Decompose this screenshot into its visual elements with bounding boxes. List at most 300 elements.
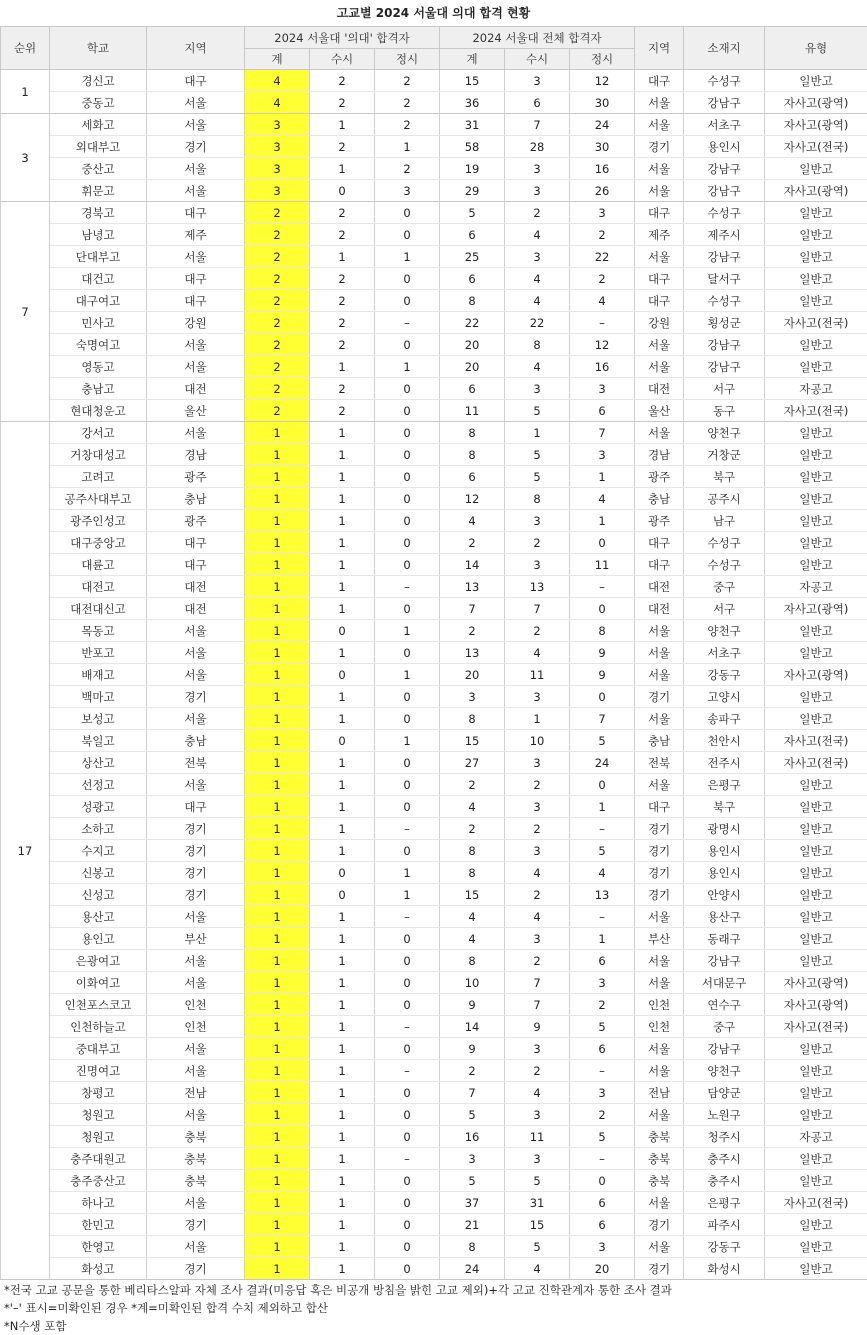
cell-region: 서울 (147, 246, 245, 268)
cell-region: 대전 (147, 598, 245, 620)
table-row (1, 224, 867, 246)
cell-med-early: 1 (310, 1126, 375, 1148)
table-row (1, 312, 867, 334)
cell-med-early: 1 (310, 1038, 375, 1060)
cell-med-total: 3 (245, 158, 310, 180)
cell-type: 자사고(전국) (765, 1192, 867, 1214)
cell-all-early: 7 (505, 114, 570, 136)
cell-location: 전주시 (684, 752, 765, 774)
cell-med-regular: 0 (375, 532, 440, 554)
table-row (1, 1082, 867, 1104)
cell-med-total: 1 (245, 884, 310, 906)
cell-med-early: 1 (310, 642, 375, 664)
cell-school: 소하고 (50, 818, 147, 840)
cell-med-regular: 0 (375, 1236, 440, 1258)
cell-type: 일반고 (765, 554, 867, 576)
cell-all-early: 2 (505, 774, 570, 796)
cell-med-early: 1 (310, 928, 375, 950)
cell-region2: 대전 (635, 378, 684, 400)
cell-school: 청원고 (50, 1104, 147, 1126)
cell-all-total: 7 (440, 1082, 505, 1104)
cell-med-total: 3 (245, 180, 310, 202)
cell-all-total: 3 (440, 686, 505, 708)
cell-type: 일반고 (765, 202, 867, 224)
table-row (1, 180, 867, 202)
cell-school: 창평고 (50, 1082, 147, 1104)
cell-med-total: 2 (245, 378, 310, 400)
cell-type: 일반고 (765, 246, 867, 268)
cell-all-early: 2 (505, 818, 570, 840)
cell-location: 고양시 (684, 686, 765, 708)
cell-med-early: 1 (310, 796, 375, 818)
cell-med-total: 2 (245, 356, 310, 378)
cell-type: 일반고 (765, 1104, 867, 1126)
cell-med-early: 2 (310, 70, 375, 92)
cell-all-early: 3 (505, 1038, 570, 1060)
cell-med-regular: 1 (375, 884, 440, 906)
cell-location: 북구 (684, 796, 765, 818)
cell-region: 서울 (147, 334, 245, 356)
cell-school: 신성고 (50, 884, 147, 906)
cell-all-regular: 24 (570, 752, 635, 774)
cell-all-regular: 16 (570, 356, 635, 378)
cell-type: 일반고 (765, 774, 867, 796)
cell-med-early: 1 (310, 818, 375, 840)
cell-all-early: 7 (505, 994, 570, 1016)
cell-school: 세화고 (50, 114, 147, 136)
cell-all-early: 3 (505, 246, 570, 268)
table-row (1, 708, 867, 730)
cell-med-early: 0 (310, 884, 375, 906)
cell-med-total: 1 (245, 1236, 310, 1258)
cell-type: 자사고(광역) (765, 972, 867, 994)
cell-med-total: 1 (245, 950, 310, 972)
cell-all-total: 14 (440, 554, 505, 576)
cell-all-early: 3 (505, 180, 570, 202)
cell-region: 대전 (147, 576, 245, 598)
cell-med-regular: 0 (375, 686, 440, 708)
cell-school: 영동고 (50, 356, 147, 378)
cell-all-total: 36 (440, 92, 505, 114)
cell-region2: 전남 (635, 1082, 684, 1104)
table-row (1, 994, 867, 1016)
cell-all-early: 8 (505, 334, 570, 356)
cell-region2: 서울 (635, 180, 684, 202)
cell-location: 용인시 (684, 862, 765, 884)
table-row (1, 1038, 867, 1060)
cell-location: 수성구 (684, 532, 765, 554)
cell-region: 서울 (147, 906, 245, 928)
cell-all-total: 15 (440, 730, 505, 752)
cell-type: 자사고(광역) (765, 92, 867, 114)
table-row (1, 466, 867, 488)
cell-location: 강남구 (684, 334, 765, 356)
cell-med-regular: 2 (375, 158, 440, 180)
cell-all-regular: 5 (570, 730, 635, 752)
cell-school: 외대부고 (50, 136, 147, 158)
cell-all-regular: 2 (570, 224, 635, 246)
cell-med-total: 1 (245, 598, 310, 620)
cell-location: 횡성군 (684, 312, 765, 334)
cell-school: 남녕고 (50, 224, 147, 246)
cell-med-regular: 1 (375, 356, 440, 378)
cell-type: 자사고(광역) (765, 180, 867, 202)
cell-all-total: 58 (440, 136, 505, 158)
table-row (1, 576, 867, 598)
cell-location: 남구 (684, 510, 765, 532)
cell-all-total: 8 (440, 708, 505, 730)
cell-region2: 서울 (635, 774, 684, 796)
cell-location: 은평구 (684, 774, 765, 796)
cell-med-regular: 0 (375, 796, 440, 818)
cell-region2: 경기 (635, 884, 684, 906)
cell-med-regular: 0 (375, 994, 440, 1016)
cell-location: 강남구 (684, 92, 765, 114)
header-region2: 지역 (635, 27, 684, 70)
cell-type: 자사고(전국) (765, 400, 867, 422)
cell-all-regular: 5 (570, 1126, 635, 1148)
table-row (1, 862, 867, 884)
cell-all-early: 3 (505, 378, 570, 400)
table-body (1, 70, 867, 1280)
cell-type: 일반고 (765, 224, 867, 246)
cell-location: 안양시 (684, 884, 765, 906)
cell-location: 용산구 (684, 906, 765, 928)
cell-med-early: 0 (310, 862, 375, 884)
cell-all-early: 3 (505, 158, 570, 180)
cell-all-total: 2 (440, 818, 505, 840)
cell-type: 일반고 (765, 642, 867, 664)
cell-med-early: 2 (310, 334, 375, 356)
cell-region: 강원 (147, 312, 245, 334)
table-row (1, 796, 867, 818)
header-med-early: 수시 (310, 49, 375, 70)
cell-med-total: 1 (245, 686, 310, 708)
cell-all-early: 3 (505, 70, 570, 92)
cell-all-regular: 24 (570, 114, 635, 136)
cell-type: 일반고 (765, 620, 867, 642)
cell-type: 자사고(전국) (765, 730, 867, 752)
cell-rank: 3 (1, 114, 50, 202)
cell-med-early: 2 (310, 202, 375, 224)
header-school: 학교 (50, 27, 147, 70)
cell-type: 일반고 (765, 950, 867, 972)
cell-region2: 대전 (635, 598, 684, 620)
cell-location: 화성시 (684, 1258, 765, 1280)
cell-type: 자공고 (765, 1126, 867, 1148)
cell-all-total: 21 (440, 1214, 505, 1236)
table-row (1, 488, 867, 510)
cell-med-early: 0 (310, 664, 375, 686)
cell-school: 충남고 (50, 378, 147, 400)
table-row (1, 554, 867, 576)
cell-med-total: 2 (245, 334, 310, 356)
cell-type: 일반고 (765, 334, 867, 356)
cell-med-total: 2 (245, 290, 310, 312)
cell-region2: 서울 (635, 906, 684, 928)
cell-all-regular: 20 (570, 1258, 635, 1280)
cell-all-early: 4 (505, 1258, 570, 1280)
cell-all-regular: 7 (570, 422, 635, 444)
cell-med-total: 4 (245, 92, 310, 114)
cell-all-early: 3 (505, 796, 570, 818)
cell-med-early: 0 (310, 730, 375, 752)
cell-all-total: 2 (440, 1060, 505, 1082)
cell-all-total: 14 (440, 1016, 505, 1038)
cell-type: 자사고(광역) (765, 598, 867, 620)
cell-all-regular: 1 (570, 796, 635, 818)
cell-type: 일반고 (765, 686, 867, 708)
cell-location: 강남구 (684, 1038, 765, 1060)
cell-all-early: 2 (505, 620, 570, 642)
cell-all-early: 2 (505, 532, 570, 554)
cell-region: 대구 (147, 268, 245, 290)
footnote: *'–' 표시=미확인된 경우 *계=미확인된 합격 수치 제외하고 합산 (4, 1299, 672, 1317)
cell-all-early: 3 (505, 752, 570, 774)
cell-med-early: 2 (310, 378, 375, 400)
cell-all-total: 20 (440, 664, 505, 686)
cell-type: 일반고 (765, 818, 867, 840)
cell-region: 서울 (147, 158, 245, 180)
table-row (1, 1148, 867, 1170)
cell-region2: 울산 (635, 400, 684, 422)
header-region: 지역 (147, 27, 245, 70)
cell-all-early: 6 (505, 92, 570, 114)
cell-med-regular: 0 (375, 752, 440, 774)
cell-all-total: 4 (440, 510, 505, 532)
cell-region: 서울 (147, 356, 245, 378)
cell-region2: 경기 (635, 136, 684, 158)
cell-all-total: 5 (440, 202, 505, 224)
cell-all-regular: 26 (570, 180, 635, 202)
cell-all-total: 7 (440, 598, 505, 620)
cell-region2: 대구 (635, 796, 684, 818)
cell-med-regular: 0 (375, 1214, 440, 1236)
cell-school: 목동고 (50, 620, 147, 642)
cell-all-early: 4 (505, 1082, 570, 1104)
table-row (1, 532, 867, 554)
cell-all-total: 8 (440, 1236, 505, 1258)
cell-med-total: 1 (245, 576, 310, 598)
cell-region2: 충남 (635, 488, 684, 510)
cell-school: 상산고 (50, 752, 147, 774)
cell-rank: 7 (1, 202, 50, 422)
cell-med-regular: – (375, 312, 440, 334)
cell-region: 서울 (147, 1192, 245, 1214)
cell-all-total: 27 (440, 752, 505, 774)
cell-med-early: 2 (310, 224, 375, 246)
cell-all-early: 1 (505, 422, 570, 444)
cell-med-total: 1 (245, 466, 310, 488)
header-med-group: 2024 서울대 '의대' 합격자 (245, 27, 440, 49)
cell-region: 경기 (147, 884, 245, 906)
cell-all-early: 3 (505, 928, 570, 950)
cell-all-regular: – (570, 576, 635, 598)
cell-med-regular: 1 (375, 862, 440, 884)
cell-med-total: 1 (245, 730, 310, 752)
table-row (1, 356, 867, 378)
cell-all-regular: 16 (570, 158, 635, 180)
cell-all-regular: 6 (570, 400, 635, 422)
cell-all-early: 11 (505, 664, 570, 686)
cell-region2: 대구 (635, 290, 684, 312)
header-all-group: 2024 서울대 전체 합격자 (440, 27, 635, 49)
cell-med-early: 0 (310, 620, 375, 642)
cell-region2: 서울 (635, 950, 684, 972)
cell-school: 대전대신고 (50, 598, 147, 620)
cell-region: 전북 (147, 752, 245, 774)
cell-med-total: 1 (245, 532, 310, 554)
cell-med-regular: 1 (375, 664, 440, 686)
cell-rank: 17 (1, 422, 50, 1280)
header-rank: 순위 (1, 27, 50, 70)
cell-school: 한영고 (50, 1236, 147, 1258)
cell-med-early: 1 (310, 598, 375, 620)
cell-all-early: 11 (505, 1126, 570, 1148)
cell-med-total: 1 (245, 664, 310, 686)
cell-type: 일반고 (765, 840, 867, 862)
cell-school: 성광고 (50, 796, 147, 818)
cell-school: 대전고 (50, 576, 147, 598)
cell-med-early: 0 (310, 180, 375, 202)
cell-rank: 1 (1, 70, 50, 114)
cell-region2: 서울 (635, 642, 684, 664)
table-row (1, 818, 867, 840)
cell-med-regular: 0 (375, 334, 440, 356)
cell-all-total: 15 (440, 70, 505, 92)
cell-region2: 대구 (635, 70, 684, 92)
cell-school: 보성고 (50, 708, 147, 730)
cell-location: 서초구 (684, 114, 765, 136)
cell-all-early: 5 (505, 1170, 570, 1192)
cell-type: 일반고 (765, 1038, 867, 1060)
cell-school: 대건고 (50, 268, 147, 290)
cell-med-total: 2 (245, 224, 310, 246)
cell-region2: 경기 (635, 1214, 684, 1236)
cell-med-regular: 0 (375, 1170, 440, 1192)
cell-type: 일반고 (765, 928, 867, 950)
cell-location: 은평구 (684, 1192, 765, 1214)
cell-all-regular: – (570, 312, 635, 334)
cell-med-total: 1 (245, 1104, 310, 1126)
results-table (0, 26, 867, 1280)
cell-region: 경기 (147, 1214, 245, 1236)
cell-med-regular: – (375, 906, 440, 928)
cell-all-total: 6 (440, 224, 505, 246)
cell-region: 서울 (147, 950, 245, 972)
cell-type: 자공고 (765, 378, 867, 400)
cell-region: 울산 (147, 400, 245, 422)
cell-region: 충남 (147, 488, 245, 510)
cell-all-early: 4 (505, 862, 570, 884)
cell-location: 강동구 (684, 664, 765, 686)
table-row (1, 92, 867, 114)
cell-all-early: 3 (505, 1104, 570, 1126)
cell-med-regular: 0 (375, 400, 440, 422)
cell-type: 자공고 (765, 576, 867, 598)
cell-type: 일반고 (765, 1236, 867, 1258)
table-row (1, 620, 867, 642)
cell-region2: 서울 (635, 708, 684, 730)
cell-location: 충주시 (684, 1148, 765, 1170)
cell-med-total: 1 (245, 818, 310, 840)
cell-med-early: 1 (310, 994, 375, 1016)
cell-med-total: 2 (245, 312, 310, 334)
cell-med-total: 1 (245, 1148, 310, 1170)
cell-type: 일반고 (765, 708, 867, 730)
cell-all-regular: 22 (570, 246, 635, 268)
cell-all-total: 6 (440, 466, 505, 488)
cell-med-regular: 0 (375, 554, 440, 576)
cell-region2: 서울 (635, 972, 684, 994)
cell-med-early: 1 (310, 950, 375, 972)
cell-med-regular: – (375, 576, 440, 598)
cell-all-total: 4 (440, 928, 505, 950)
cell-type: 일반고 (765, 796, 867, 818)
cell-med-early: 2 (310, 268, 375, 290)
cell-region: 부산 (147, 928, 245, 950)
cell-region2: 인천 (635, 994, 684, 1016)
cell-school: 배재고 (50, 664, 147, 686)
cell-med-early: 1 (310, 840, 375, 862)
cell-region2: 대구 (635, 532, 684, 554)
cell-type: 일반고 (765, 70, 867, 92)
cell-type: 일반고 (765, 1148, 867, 1170)
cell-med-total: 1 (245, 994, 310, 1016)
cell-med-total: 2 (245, 400, 310, 422)
cell-type: 자사고(광역) (765, 994, 867, 1016)
cell-location: 강동구 (684, 1236, 765, 1258)
cell-all-total: 25 (440, 246, 505, 268)
cell-type: 일반고 (765, 444, 867, 466)
cell-school: 화성고 (50, 1258, 147, 1280)
cell-location: 강남구 (684, 356, 765, 378)
cell-all-regular: 1 (570, 510, 635, 532)
cell-type: 자사고(전국) (765, 752, 867, 774)
cell-med-total: 1 (245, 422, 310, 444)
cell-all-early: 31 (505, 1192, 570, 1214)
cell-school: 공주사대부고 (50, 488, 147, 510)
cell-med-total: 1 (245, 620, 310, 642)
cell-location: 수성구 (684, 290, 765, 312)
cell-med-early: 1 (310, 532, 375, 554)
cell-all-early: 1 (505, 708, 570, 730)
cell-school: 진명여고 (50, 1060, 147, 1082)
header-location: 소재지 (684, 27, 765, 70)
cell-med-early: 1 (310, 1060, 375, 1082)
cell-med-early: 1 (310, 444, 375, 466)
cell-region: 대구 (147, 796, 245, 818)
cell-type: 일반고 (765, 1258, 867, 1280)
cell-type: 일반고 (765, 1214, 867, 1236)
cell-type: 일반고 (765, 1170, 867, 1192)
cell-region: 경남 (147, 444, 245, 466)
cell-all-early: 2 (505, 950, 570, 972)
cell-region2: 인천 (635, 1016, 684, 1038)
cell-med-regular: 0 (375, 290, 440, 312)
cell-region2: 충북 (635, 1170, 684, 1192)
header-med-regular: 정시 (375, 49, 440, 70)
cell-med-total: 1 (245, 488, 310, 510)
cell-med-early: 2 (310, 312, 375, 334)
cell-location: 서대문구 (684, 972, 765, 994)
cell-all-regular: 12 (570, 70, 635, 92)
cell-med-regular: 0 (375, 1126, 440, 1148)
cell-all-total: 24 (440, 1258, 505, 1280)
cell-med-total: 1 (245, 862, 310, 884)
header-all-regular: 정시 (570, 49, 635, 70)
cell-school: 광주인성고 (50, 510, 147, 532)
